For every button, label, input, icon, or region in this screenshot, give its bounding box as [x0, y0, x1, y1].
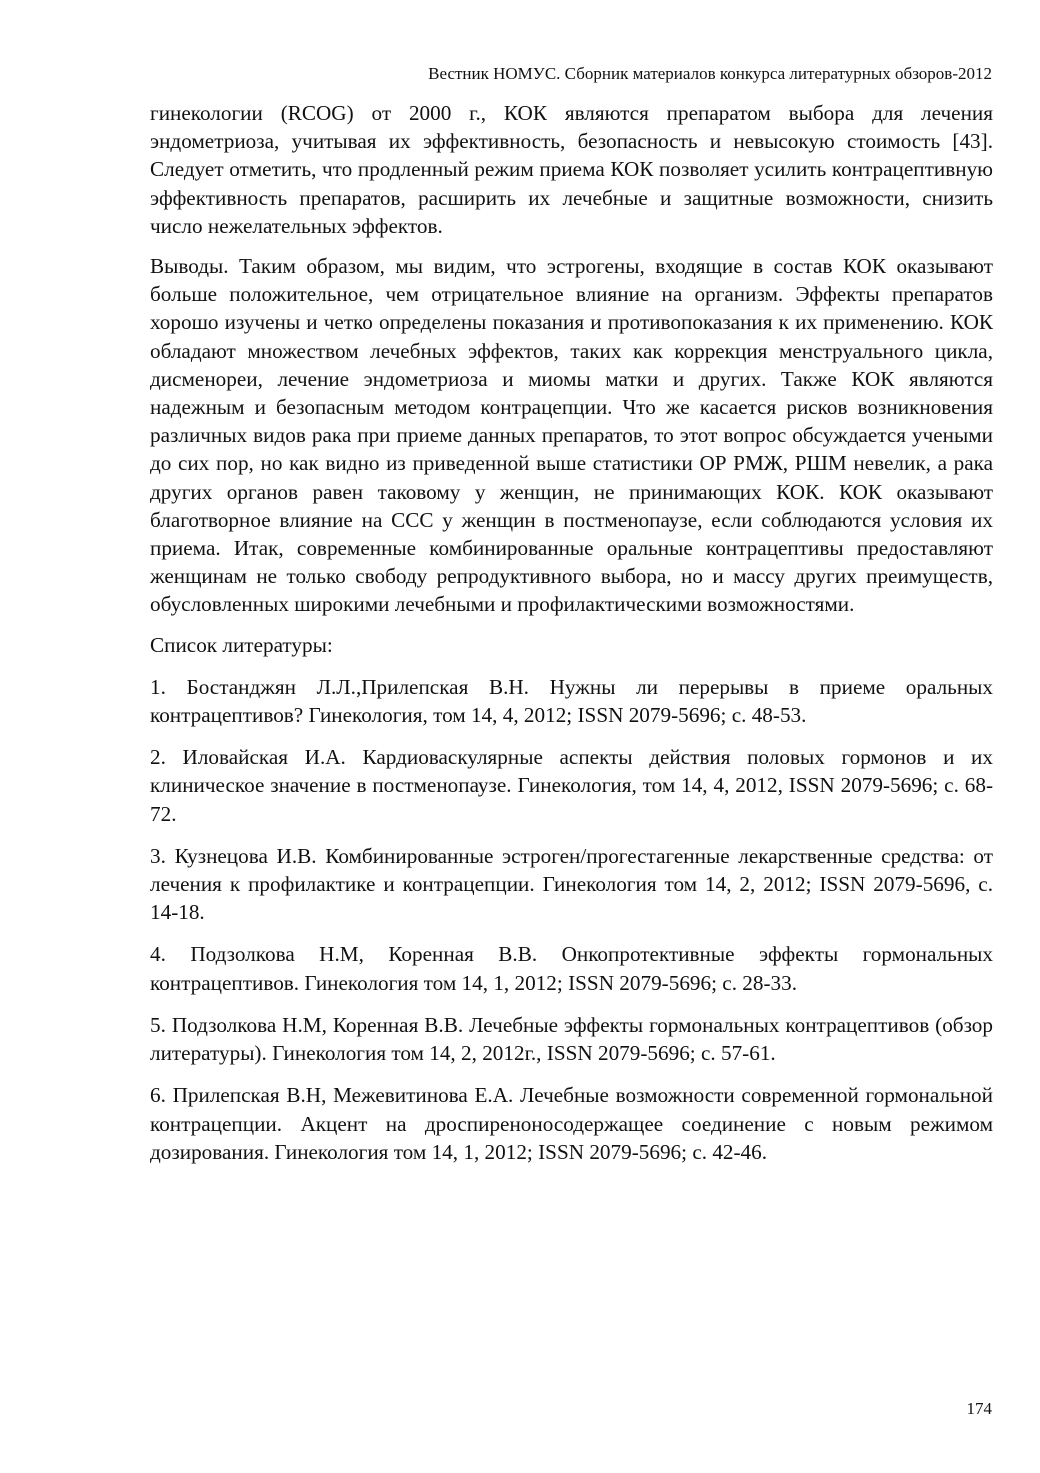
- references-title: Список литературы:: [150, 632, 333, 657]
- running-header: Вестник НОМУС. Сборник материалов конкурса литературных обзоров-2012: [428, 64, 992, 83]
- reference-item-6: 6. Прилепская В.Н, Межевитинова Е.А. Лечебные возможности современной гормональной контрацепции. Акцент на дроспиреноносодержащее соединение с новым режимом дозирования. Гинекология том 14, 1, 2012; ISSN 2079-5696; с. 42-46.: [150, 1083, 993, 1164]
- reference-item-1: 1. Бостанджян Л.Л.,Прилепская В.Н. Нужны ли перерывы в приеме оральных контрацептивов? Гинекология, том 14, 4, 2012; ISSN 2079-5696; с. 48-53.: [150, 674, 993, 728]
- reference-item-5: 5. Подзолкова Н.М, Коренная В.В. Лечебные эффекты гормональных контрацептивов (обзор литературы). Гинекология том 14, 2, 2012г., ISSN 2079-5696; с. 57-61.: [150, 1012, 993, 1066]
- reference-item-3: 3. Кузнецова И.В. Комбинированные эстроген/прогестагенные лекарственные средства: от лечения к профилактике и контрацепции. Гинекология том 14, 2, 2012; ISSN 2079-5696, с. 14-18.: [150, 843, 993, 925]
- reference-item-4: 4. Подзолкова Н.М, Коренная В.В. Онкопротективные эффекты гормональных контрацептивов. Гинекология том 14, 1, 2012; ISSN 2079-5696; с. 28-33.: [150, 942, 993, 995]
- page-content: [150, 99, 993, 1180]
- body-paragraph-continuation: гинекологии (RCOG) от 2000 г., КОК являются препаратом выбора для лечения эндометриоза, учитывая их эффективность, безопасность и невысокую стоимость [43]. Следует отметить, что продленный режим приема КОК позволяет усилить контрацептивную эффективность препаратов, расширить их лечебные и защитные возможности, снизить число нежелательных эффектов.: [150, 101, 993, 238]
- page-number: 174: [966, 1399, 992, 1418]
- conclusions-paragraph: Выводы. Таким образом, мы видим, что эстрогены, входящие в состав КОК оказывают больше положительное, чем отрицательное влияние на организм. Эффекты препаратов хорошо изучены и четко определены показания и противопоказания к их применению. КОК обладают множеством лечебных эффектов, таких как коррекция менструального цикла, дисменореи, лечение эндометриоза и миомы матки и других. Также КОК являются надежным и безопасным методом контрацепции. Что же касается рисков возникновения различных видов рака при приеме данных препаратов, то этот вопрос обсуждается учеными до сих пор, но как видно из приведенной выше статистики ОР РМЖ, РШМ невелик, а рака других органов равен таковому у женщин, не принимающих КОК. КОК оказывают благотворное влияние на ССС у женщин в постменопаузе, если соблюдаются условия их приема. Итак, современные комбинированные оральные контрацептивы предоставляют женщинам не только свободу репродуктивного выбора, но и массу других преимуществ, обусловленных широкими лечебными и профилактическими возможностями.: [150, 254, 993, 617]
- reference-item-2: 2. Иловайская И.А. Кардиоваскулярные аспекты действия половых гормонов и их клиническое значение в постменопаузе. Гинекология, том 14, 4, 2012, ISSN 2079-5696; с. 68-72.: [150, 745, 993, 826]
